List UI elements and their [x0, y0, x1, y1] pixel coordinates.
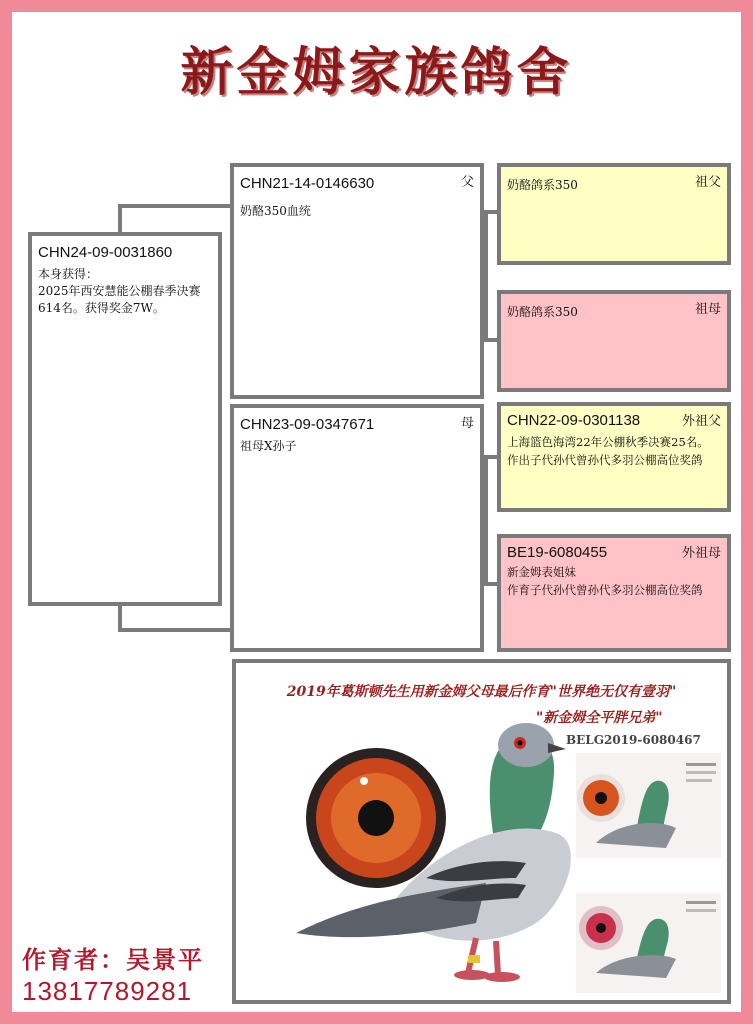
maternal-grandsire-ring: CHN22-09-0301138: [507, 412, 641, 429]
maternal-grandsire-line-2: 作出子代孙代曾孙代多羽公棚高位奖鸽: [507, 453, 703, 467]
connector-subject-vert-top: [118, 204, 122, 234]
connector-sire-vert: [484, 210, 488, 340]
granddam-card: [497, 290, 731, 392]
maternal-grandsire-card: [497, 402, 731, 512]
maternal-grandsire-line-1: 上海篮色海湾22年公棚秋季决赛25名。: [507, 435, 709, 449]
subject-line-1: 本身获得：: [38, 267, 99, 281]
dam-ring: CHN23-09-0347671: [240, 416, 375, 433]
inset-pedigree-image-1: [576, 753, 721, 858]
pigeon-photo-panel: [232, 659, 731, 1004]
maternal-granddam-card: [497, 534, 731, 652]
sire-ring: CHN21-14-0146630: [240, 175, 375, 192]
connector-subject-dam: [118, 628, 234, 632]
connector-dam-granddam: [484, 582, 498, 586]
connector-dam-vert: [484, 455, 488, 585]
maternal-granddam-ring: BE19-6080455: [507, 544, 608, 561]
subject-line-3: 614名。获得奖金7W。: [38, 301, 165, 315]
granddam-note: 奶酪鸽系350: [507, 305, 578, 319]
maternal-grandsire-tag: 外祖父: [681, 414, 721, 429]
granddam-tag: 祖母: [694, 302, 721, 317]
connector-sire-granddam: [484, 338, 498, 342]
dam-note: 祖母X孙子: [240, 439, 297, 453]
photo-caption-1: 2019年葛斯顿先生用新金姆父母最后作育"世界绝无仅有壹羽": [286, 684, 677, 700]
subject-line-2: 2025年西安慧能公棚春季决赛: [38, 284, 201, 298]
photo-caption-2: "新金姆全平胖兄弟": [536, 710, 663, 726]
pigeon-illustration: [236, 663, 727, 1000]
dam-tag: 母: [460, 416, 474, 431]
connector-subject-sire: [120, 204, 232, 208]
subject-ring: CHN24-09-0031860: [38, 244, 173, 261]
connector-dam-grandsire: [484, 455, 498, 459]
grandsire-note: 奶酪鸽系350: [507, 178, 578, 192]
maternal-granddam-tag: 外祖母: [681, 546, 721, 561]
dam-card: [230, 404, 484, 652]
phone-number: 13817789281: [22, 976, 193, 1006]
maternal-granddam-line-2: 作育子代孙代曾孙代多羽公棚高位奖鸽: [507, 583, 703, 597]
eye-closeup-image: [306, 748, 446, 888]
sire-card: [230, 163, 484, 399]
sire-tag: 父: [460, 175, 474, 190]
breeder-name: 作育者：吴景平: [22, 945, 204, 974]
connector-sire-grandsire: [484, 210, 498, 214]
grandsire-tag: 祖父: [694, 175, 721, 190]
sire-note: 奶酪350血统: [240, 204, 311, 218]
inset-pedigree-image-2: [576, 893, 721, 993]
subject-card: [28, 232, 222, 606]
page-title: 新金姆家族鸽舍: [180, 43, 573, 103]
grandsire-card: [497, 163, 731, 265]
maternal-granddam-line-1: 新金姆表姐妹: [507, 565, 576, 579]
photo-ring: BELG2019-6080467: [566, 733, 701, 747]
